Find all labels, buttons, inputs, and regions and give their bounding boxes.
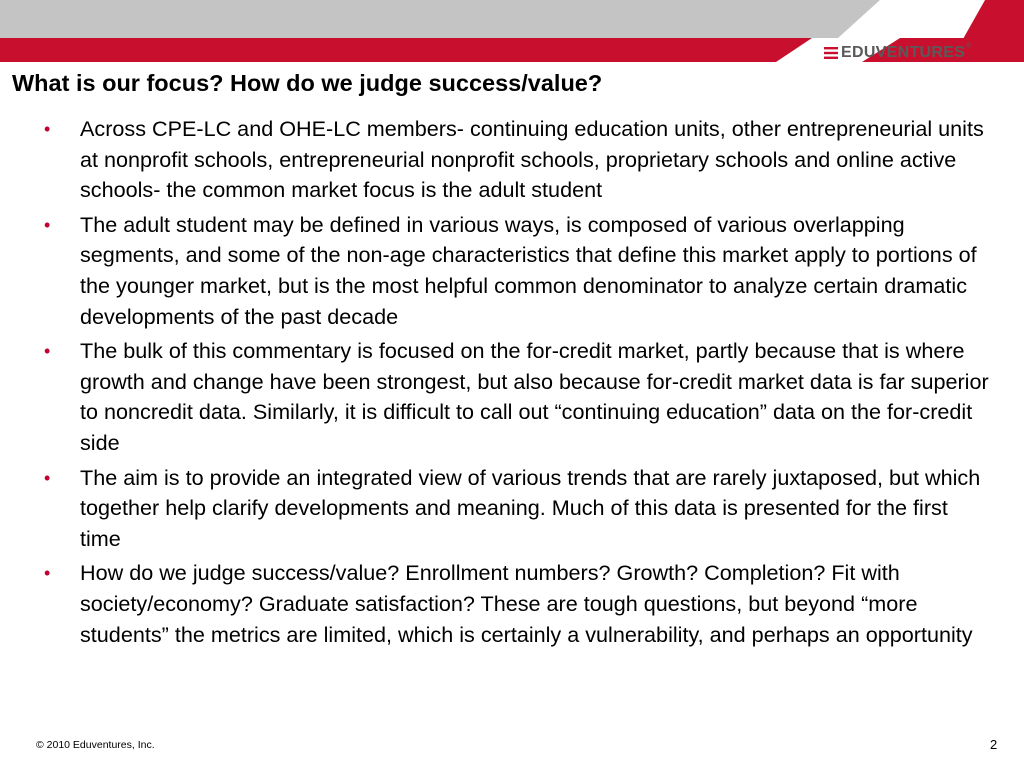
- bullet-item: [44, 558, 994, 650]
- bullet-dot-icon: •: [44, 214, 51, 235]
- bullet-text: How do we judge success/value? Enrollment numbers? Growth? Completion? Fit with society/economy? Graduate satisfaction? These are tough questions, but beyond “more students” the metrics are limited, which is certainly a vulnerability, and perhaps an opportunity: [80, 560, 973, 647]
- logo-text: EDUVENTURES: [841, 44, 966, 61]
- bullet-text: The bulk of this commentary is focused on the for-credit market, partly because that is where growth and change have been strongest, but also because for-credit market data is far superior to noncredit data. Similarly, it is difficult to call out “continuing education” data on the for-credit side: [80, 338, 989, 455]
- footer-copyright: © 2010 Eduventures, Inc.: [36, 739, 155, 751]
- gray-band: [0, 0, 880, 38]
- logo-registered-mark: ®: [966, 43, 972, 50]
- slide-title: What is our focus? How do we judge success/value?: [12, 70, 603, 96]
- bullet-text: The adult student may be defined in various ways, is composed of various overlapping segments, and some of the non-age characteristics that define this market apply to portions of the younger market, but is the most helpful common denominator to analyze certain dramatic developments of the past decade: [80, 211, 977, 329]
- eduventures-logo: [824, 42, 971, 64]
- bullet-item: [44, 114, 994, 206]
- bullet-dot-icon: •: [44, 341, 51, 362]
- logo-mark-icon: [824, 47, 838, 59]
- bullet-text: Across CPE-LC and OHE-LC members- continuing education units, other entrepreneurial units at nonprofit schools, entrepreneurial nonprofit schools, proprietary schools and online active schools- the common market focus is the adult student: [80, 116, 984, 203]
- bullet-list: [44, 114, 994, 654]
- bullet-item: [44, 463, 994, 555]
- page-number: 2: [990, 737, 998, 752]
- bullet-item: [44, 336, 994, 458]
- bullet-dot-icon: •: [44, 563, 51, 584]
- bullet-item: [44, 210, 994, 332]
- bullet-text: The aim is to provide an integrated view of various trends that are rarely juxtaposed, but which together help clarify developments and meaning. Much of this data is presented for the first time: [80, 464, 981, 551]
- bullet-dot-icon: •: [44, 119, 51, 139]
- bullet-dot-icon: •: [44, 467, 51, 488]
